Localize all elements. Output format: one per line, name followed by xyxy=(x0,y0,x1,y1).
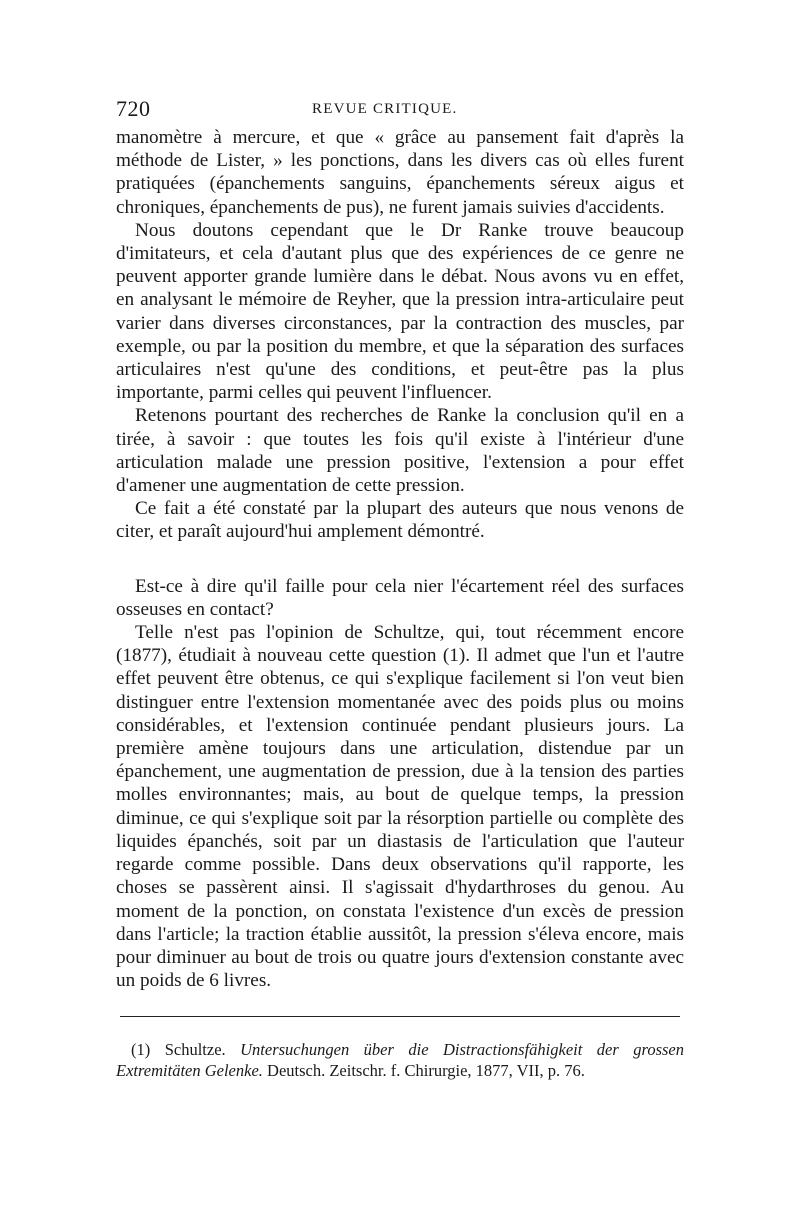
paragraph: Nous doutons cependant que le Dr Ranke trouve beaucoup d'imitateurs, et cela d'autant plus que des expériences de ce genre ne peuvent apporter grande lumière dans le débat. Nous avons vu en effet, en analysant le mémoire de Reyher, que la pression intra-articulaire peut varier dans diverses circonstances, par la contraction des muscles, par exemple, ou par la position du membre, et que la séparation des surfaces articulaires n'est qu'une des conditions, et peut-être pas la plus importante, parmi celles qui peuvent l'influencer. xyxy=(116,219,684,404)
document-page xyxy=(116,90,684,1081)
page-header xyxy=(116,90,684,126)
paragraph: Est-ce à dire qu'il faille pour cela nier l'écartement réel des surfaces osseuses en contact? xyxy=(116,575,684,620)
paragraph: Telle n'est pas l'opinion de Schultze, qui, tout récemment encore (1877), étudiait à nouveau cette question (1). Il admet que l'un et l'autre effet peuvent être obtenus, ce qui s'explique facilement si l'on veut bien distinguer entre l'extension momentanée avec des poids plus ou moins considérables, et l'extension continuée pendant plusieurs jours. La première amène toujours dans une articulation, distendue par un épanchement, une augmentation de pression, due à la tension des parties molles environnantes; mais, au bout de quelque temps, la pression diminue, ce qui s'explique soit par la résorption partielle ou complète des liquides épanchés, soit par un diastasis de l'articulation que l'auteur regarde comme possible. Dans deux observations qu'il rapporte, les choses se passèrent ainsi. Il s'agissait d'hydarthroses du genou. Au moment de la ponction, on constata l'existence d'un excès de pression dans l'article; la traction établie aussitôt, la pression s'éleva encore, mais pour diminuer au bout de trois ou quatre jours d'extension constante avec un poids de 6 livres. xyxy=(116,622,684,992)
footnote-lead: (1) Schultze. xyxy=(131,1040,241,1060)
footnote-rule xyxy=(120,1016,680,1017)
page-number: 720 xyxy=(116,96,151,121)
paragraph-continued: manomètre à mercure, et que « grâce au pansement fait d'après la méthode de Lister, » les ponctions, dans les divers cas où elles furent pratiquées (épanchements sanguins, épanchements séreux aigus et chroniques, épanchements de pus), ne furent jamais suivies d'accidents. xyxy=(116,127,684,218)
footnote xyxy=(116,1039,684,1081)
footnote-title: Untersuchungen über die Distractionsfähigkeit der grossen Extremitäten Gelenke. xyxy=(116,1040,684,1081)
paragraph: Ce fait a été constaté par la plupart des auteurs que nous venons de citer, et paraît aujourd'hui amplement démontré. xyxy=(116,498,684,543)
section-break xyxy=(116,544,684,575)
paragraph: Retenons pourtant des recherches de Ranke la conclusion qu'il en a tirée, à savoir : que toutes les fois qu'il existe à l'intérieur d'une articulation malade une pression positive, l'extension a pour effet d'amener une augmentation de cette pression. xyxy=(116,405,684,497)
running-title: REVUE CRITIQUE. xyxy=(312,101,458,117)
body-text xyxy=(116,126,684,992)
footnote-tail: Deutsch. Zeitschr. f. Chirurgie, 1877, VII, p. 76. xyxy=(262,1061,585,1081)
